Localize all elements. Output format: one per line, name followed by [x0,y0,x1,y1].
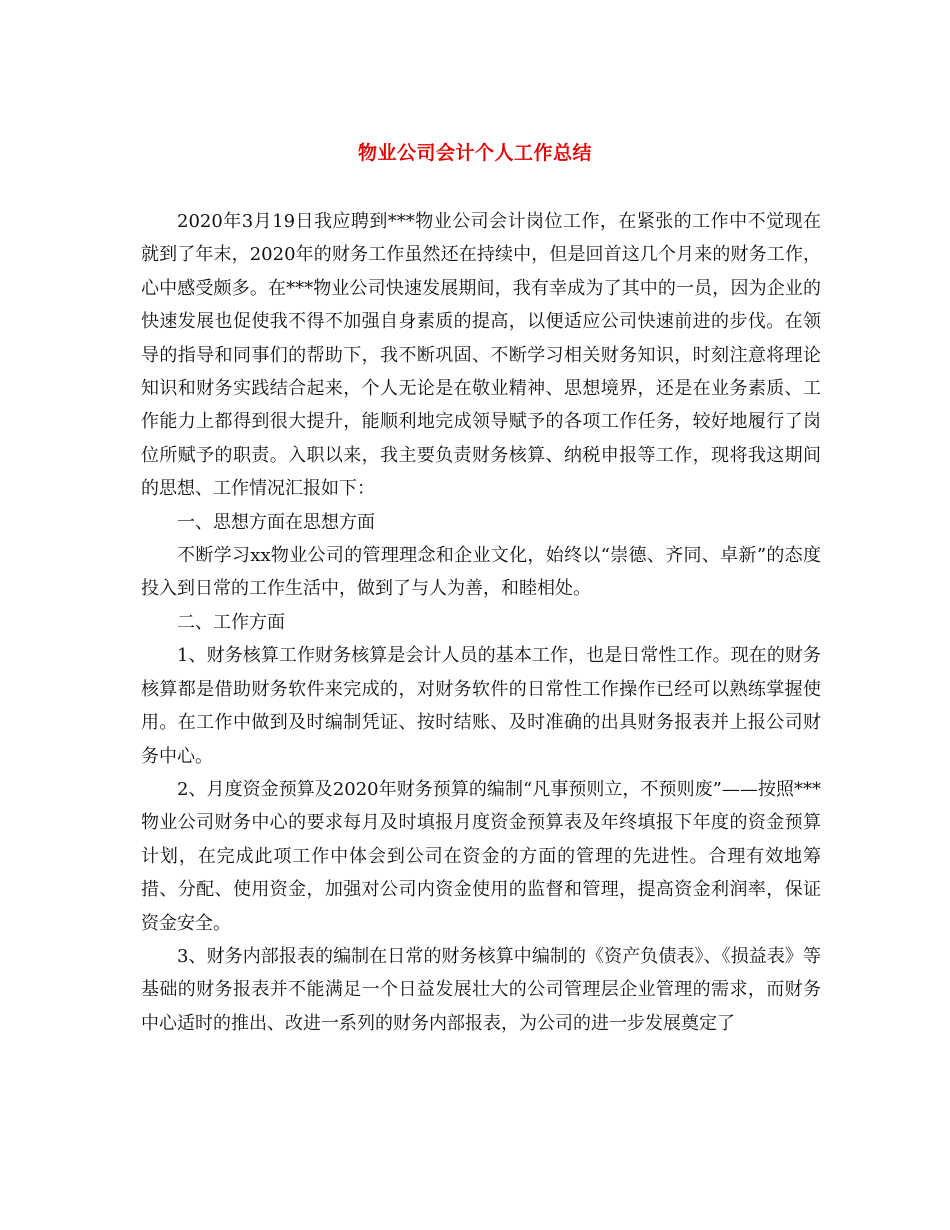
paragraph-thought: 不断学习xx物业公司的管理理念和企业文化，始终以“崇德、齐同、卓新”的态度投入到日常的工作生活中，做到了与人为善，和睦相处。 [141,545,821,600]
section-heading-thought: 一、思想方面在思想方面 [177,511,375,533]
section-heading-work: 二、工作方面 [177,611,285,633]
paragraph-budget: 2、月度资金预算及2020年财务预算的编制“凡事预则立，不预则废”——按照***物业公司财务中心的要求每月及时填报月度资金预算表及年终填报下年度的资金预算计划，在完成此项工作中体会到公司在资金的方面的管理的先进性。合理有效地筹措、分配、使用资金，加强对公司内资金使用的监督和管理，提高资金利润率，保证资金安全。 [141,778,821,934]
document-body [141,205,821,1040]
paragraph-internal-reports: 3、财务内部报表的编制在日常的财务核算中编制的《资产负债表》、《损益表》等基础的财务报表并不能满足一个日益发展壮大的公司管理层企业管理的需求，而财务中心适时的推出、改进一系列的财务内部报表，为公司的进一步发展奠定了 [141,945,821,1034]
document-title: 物业公司会计个人工作总结 [357,142,592,164]
paragraph-intro: 2020年3月19日我应聘到***物业公司会计岗位工作，在紧张的工作中不觉现在就到了年末，2020年的财务工作虽然还在持续中，但是回首这几个月来的财务工作，心中感受颇多。在***物业公司快速发展期间，我有幸成为了其中的一员，因为企业的快速发展也促使我不得不加强自身素质的提高，以便适应公司快速前进的步伐。在领导的指导和同事们的帮助下，我不断巩固、不断学习相关财务知识，时刻注意将理论知识和财务实践结合起来，个人无论是在敬业精神、思想境界，还是在业务素质、工作能力上都得到很大提升，能顺利地完成领导赋予的各项工作任务，较好地履行了岗位所赋予的职责。入职以来，我主要负责财务核算、纳税申报等工作，现将我这期间的思想、工作情况汇报如下： [141,211,821,500]
paragraph-accounting: 1、财务核算工作财务核算是会计人员的基本工作，也是日常性工作。现在的财务核算都是借助财务软件来完成的，对财务软件的日常性工作操作已经可以熟练掌握使用。在工作中做到及时编制凭证、按时结账、及时准确的出具财务报表并上报公司财务中心。 [141,645,821,767]
